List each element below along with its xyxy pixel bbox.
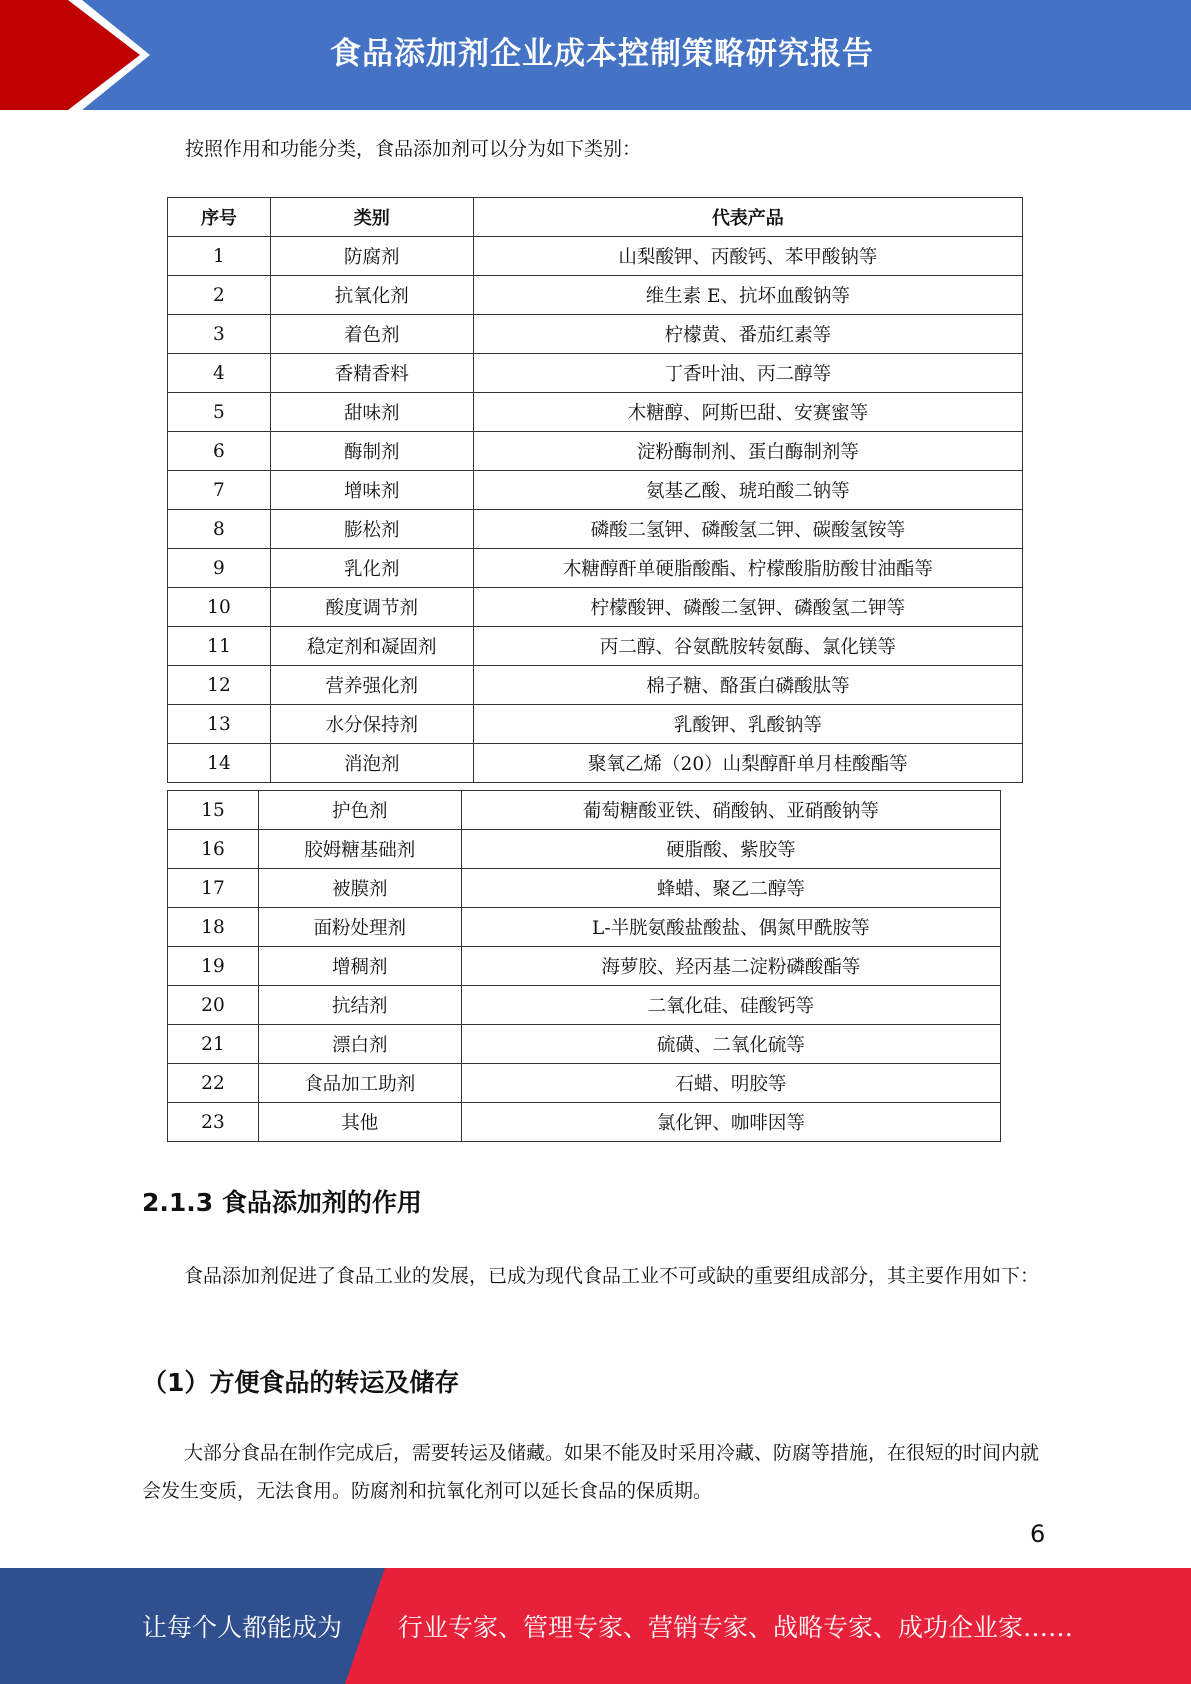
row-products-cell: 磷酸二氢钾、磷酸氢二钾、碳酸氢铵等 xyxy=(473,510,1022,549)
row-products-cell: 硫磺、二氧化硫等 xyxy=(461,1025,1000,1064)
row-index-cell: 16 xyxy=(168,830,259,869)
row-category-cell: 增味剂 xyxy=(270,471,473,510)
row-products-cell: 淀粉酶制剂、蛋白酶制剂等 xyxy=(473,432,1022,471)
table-row xyxy=(168,908,1001,947)
header-index: 序号 xyxy=(168,198,271,237)
row-index-cell: 8 xyxy=(168,510,271,549)
row-products-cell: 二氧化硅、硅酸钙等 xyxy=(461,986,1000,1025)
row-products-cell: 棉子糖、酪蛋白磷酸肽等 xyxy=(473,666,1022,705)
row-index-cell: 7 xyxy=(168,471,271,510)
row-products-cell: 丁香叶油、丙二醇等 xyxy=(473,354,1022,393)
row-index-cell: 4 xyxy=(168,354,271,393)
table-row xyxy=(168,869,1001,908)
row-index-cell: 21 xyxy=(168,1025,259,1064)
table-row xyxy=(168,1103,1001,1142)
table-row xyxy=(168,666,1023,705)
page-number: 6 xyxy=(1030,1520,1046,1548)
row-category-cell: 营养强化剂 xyxy=(270,666,473,705)
row-products-cell: 蜂蜡、聚乙二醇等 xyxy=(461,869,1000,908)
table-row xyxy=(168,237,1023,276)
row-category-cell: 水分保持剂 xyxy=(270,705,473,744)
additive-category-table-part2 xyxy=(167,790,1001,1142)
row-category-cell: 甜味剂 xyxy=(270,393,473,432)
table-row xyxy=(168,830,1001,869)
row-category-cell: 膨松剂 xyxy=(270,510,473,549)
page-footer xyxy=(0,1568,1191,1684)
table-row xyxy=(168,276,1023,315)
row-products-cell: 柠檬黄、番茄红素等 xyxy=(473,315,1022,354)
row-products-cell: 木糖醇酐单硬脂酸酯、柠檬酸脂肪酸甘油酯等 xyxy=(473,549,1022,588)
row-category-cell: 面粉处理剂 xyxy=(258,908,461,947)
row-category-cell: 消泡剂 xyxy=(270,744,473,783)
row-index-cell: 15 xyxy=(168,791,259,830)
row-category-cell: 其他 xyxy=(258,1103,461,1142)
row-index-cell: 17 xyxy=(168,869,259,908)
row-products-cell: 维生素 E、抗坏血酸钠等 xyxy=(473,276,1022,315)
table-row xyxy=(168,393,1023,432)
row-products-cell: 氯化钾、咖啡因等 xyxy=(461,1103,1000,1142)
row-products-cell: 乳酸钾、乳酸钠等 xyxy=(473,705,1022,744)
header-category: 类别 xyxy=(270,198,473,237)
row-category-cell: 抗氧化剂 xyxy=(270,276,473,315)
row-index-cell: 18 xyxy=(168,908,259,947)
row-category-cell: 防腐剂 xyxy=(270,237,473,276)
table-header-row xyxy=(168,198,1023,237)
row-products-cell: 海萝胶、羟丙基二淀粉磷酸酯等 xyxy=(461,947,1000,986)
additive-category-table-part1 xyxy=(167,197,1023,783)
row-index-cell: 12 xyxy=(168,666,271,705)
row-products-cell: 柠檬酸钾、磷酸二氢钾、磷酸氢二钾等 xyxy=(473,588,1022,627)
table-row xyxy=(168,471,1023,510)
report-title: 食品添加剂企业成本控制策略研究报告 xyxy=(330,36,874,72)
table-row xyxy=(168,627,1023,666)
section-heading: 2.1.3 食品添加剂的作用 xyxy=(142,1188,422,1217)
table-row xyxy=(168,791,1001,830)
footer-slogan-left: 让每个人都能成为 xyxy=(142,1613,343,1642)
row-products-cell: 硬脂酸、紫胶等 xyxy=(461,830,1000,869)
subsection-heading: （1）方便食品的转运及储存 xyxy=(142,1368,460,1397)
row-products-cell: 氨基乙酸、琥珀酸二钠等 xyxy=(473,471,1022,510)
section-paragraph-1: 食品添加剂促进了食品工业的发展，已成为现代食品工业不可或缺的重要组成部分，其主要作用如下： xyxy=(184,1265,1040,1287)
row-index-cell: 6 xyxy=(168,432,271,471)
row-index-cell: 3 xyxy=(168,315,271,354)
row-index-cell: 14 xyxy=(168,744,271,783)
table-row xyxy=(168,744,1023,783)
row-index-cell: 20 xyxy=(168,986,259,1025)
section-paragraph-2: 大部分食品在制作完成后，需要转运及储藏。如果不能及时采用冷藏、防腐等措施，在很短的时间内就会发生变质，无法食用。防腐剂和抗氧化剂可以延长食品的保质期。 xyxy=(142,1442,1040,1502)
row-products-cell: 木糖醇、阿斯巴甜、安赛蜜等 xyxy=(473,393,1022,432)
footer-slogan-right: 行业专家、管理专家、营销专家、战略专家、成功企业家…… xyxy=(398,1613,1074,1642)
table-row xyxy=(168,354,1023,393)
row-products-cell: 山梨酸钾、丙酸钙、苯甲酸钠等 xyxy=(473,237,1022,276)
row-index-cell: 5 xyxy=(168,393,271,432)
row-category-cell: 被膜剂 xyxy=(258,869,461,908)
row-category-cell: 酶制剂 xyxy=(270,432,473,471)
row-index-cell: 19 xyxy=(168,947,259,986)
table-row xyxy=(168,588,1023,627)
row-index-cell: 23 xyxy=(168,1103,259,1142)
row-index-cell: 11 xyxy=(168,627,271,666)
table-row xyxy=(168,549,1023,588)
table-intro-text: 按照作用和功能分类，食品添加剂可以分为如下类别： xyxy=(185,138,642,160)
row-products-cell: 聚氧乙烯（20）山梨醇酐单月桂酸酯等 xyxy=(473,744,1022,783)
row-category-cell: 食品加工助剂 xyxy=(258,1064,461,1103)
row-products-cell: L-半胱氨酸盐酸盐、偶氮甲酰胺等 xyxy=(461,908,1000,947)
row-category-cell: 乳化剂 xyxy=(270,549,473,588)
row-category-cell: 漂白剂 xyxy=(258,1025,461,1064)
table-row xyxy=(168,947,1001,986)
row-index-cell: 13 xyxy=(168,705,271,744)
table-row xyxy=(168,705,1023,744)
row-category-cell: 增稠剂 xyxy=(258,947,461,986)
table-row xyxy=(168,1025,1001,1064)
row-category-cell: 护色剂 xyxy=(258,791,461,830)
row-index-cell: 2 xyxy=(168,276,271,315)
header-products: 代表产品 xyxy=(473,198,1022,237)
table-row xyxy=(168,1064,1001,1103)
table-row xyxy=(168,510,1023,549)
row-category-cell: 胶姆糖基础剂 xyxy=(258,830,461,869)
row-category-cell: 抗结剂 xyxy=(258,986,461,1025)
row-index-cell: 1 xyxy=(168,237,271,276)
row-products-cell: 葡萄糖酸亚铁、硝酸钠、亚硝酸钠等 xyxy=(461,791,1000,830)
row-products-cell: 丙二醇、谷氨酰胺转氨酶、氯化镁等 xyxy=(473,627,1022,666)
table-row xyxy=(168,432,1023,471)
row-index-cell: 22 xyxy=(168,1064,259,1103)
header-chevron-decoration xyxy=(0,0,160,110)
row-category-cell: 香精香料 xyxy=(270,354,473,393)
row-index-cell: 10 xyxy=(168,588,271,627)
row-index-cell: 9 xyxy=(168,549,271,588)
table-row xyxy=(168,315,1023,354)
row-category-cell: 着色剂 xyxy=(270,315,473,354)
page-header xyxy=(0,0,1191,110)
table-row xyxy=(168,986,1001,1025)
row-category-cell: 稳定剂和凝固剂 xyxy=(270,627,473,666)
row-products-cell: 石蜡、明胶等 xyxy=(461,1064,1000,1103)
row-category-cell: 酸度调节剂 xyxy=(270,588,473,627)
